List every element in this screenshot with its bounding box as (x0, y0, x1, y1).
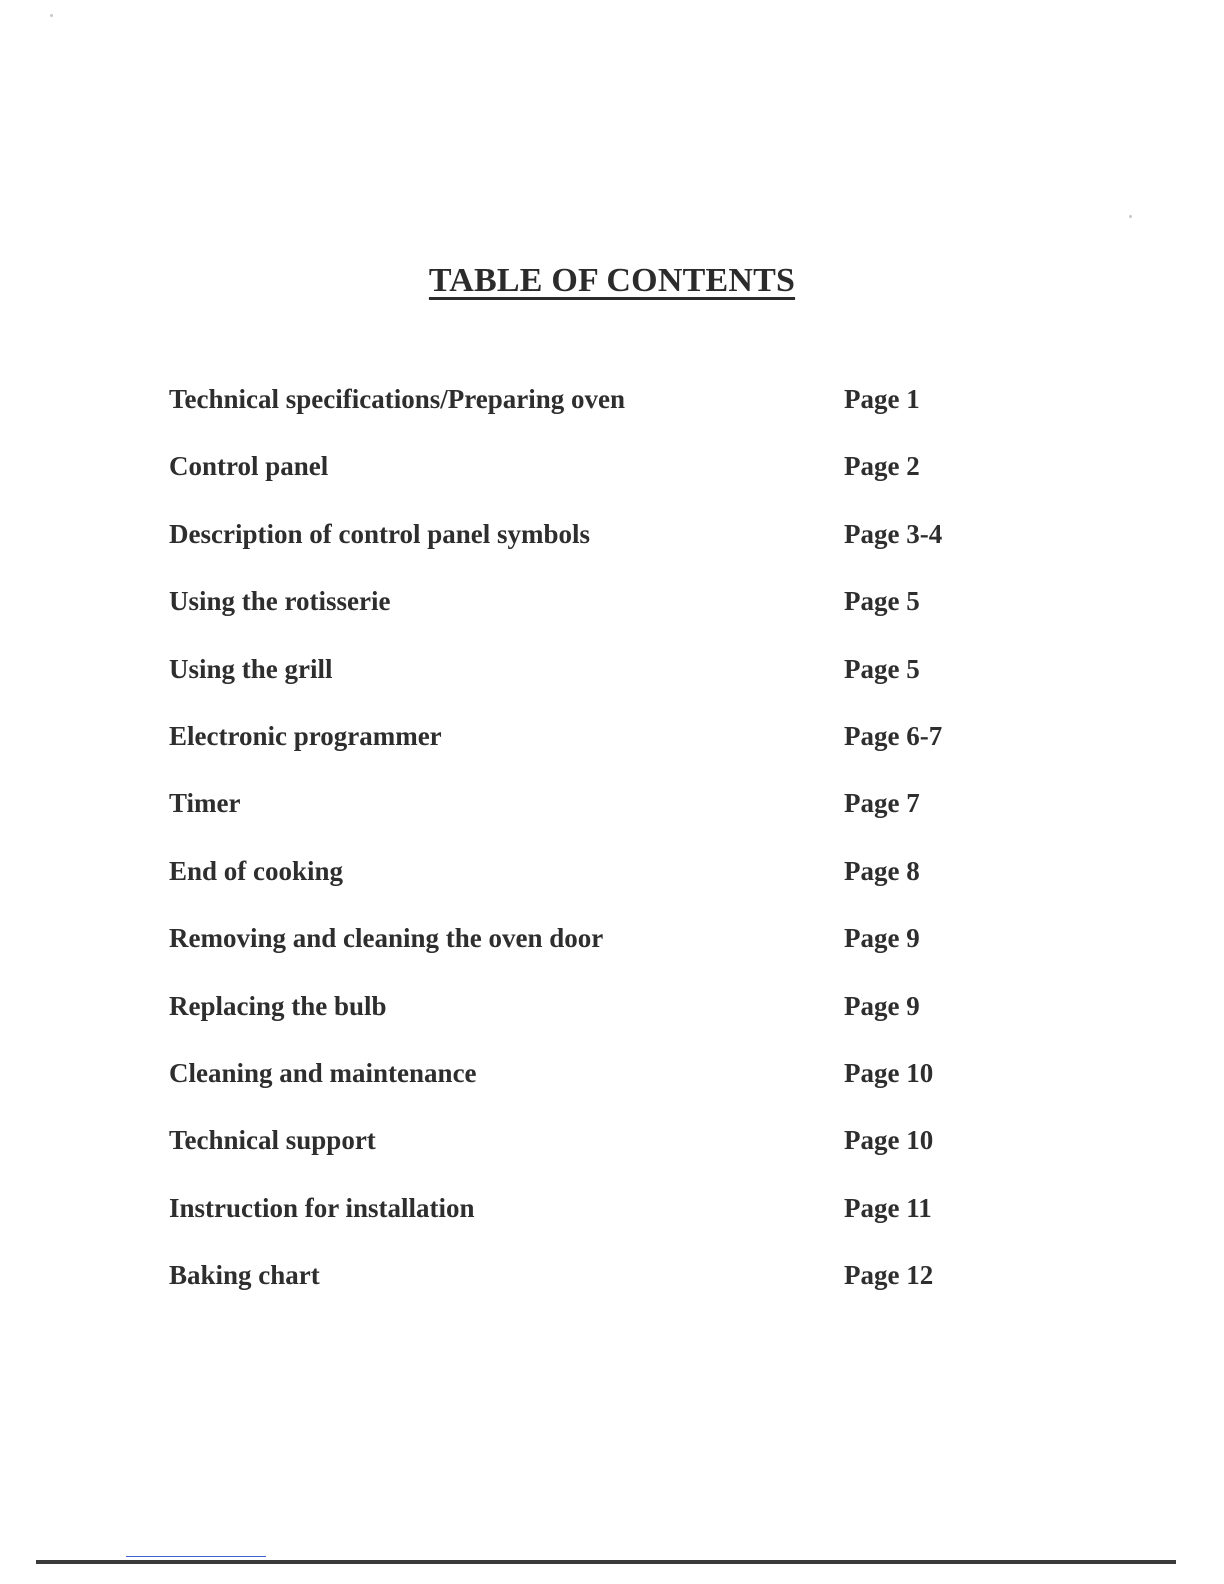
toc-entry-title: Cleaning and maintenance (169, 1057, 477, 1088)
toc-entry (169, 784, 989, 851)
toc-entry (169, 515, 989, 582)
toc-entry (169, 1054, 989, 1121)
toc-entry-title: Replacing the bulb (169, 990, 387, 1021)
toc-entry (169, 650, 989, 717)
toc-entry (169, 1256, 989, 1323)
toc-entry-title: Description of control panel symbols (169, 518, 591, 549)
toc-entry-page: Page 12 (844, 1260, 934, 1291)
toc-entry-title: Technical support (169, 1125, 376, 1156)
toc-entry (169, 582, 989, 649)
toc-entry-page: Page 5 (844, 586, 920, 617)
table-of-contents (169, 380, 989, 1323)
toc-entry (169, 919, 989, 986)
toc-entry-page: Page 11 (844, 1192, 932, 1223)
toc-entry-page: Page 2 (844, 451, 920, 482)
toc-entry (169, 447, 989, 514)
scan-speck (50, 14, 53, 17)
toc-entry-title: Using the grill (169, 653, 333, 684)
toc-entry (169, 717, 989, 784)
toc-entry-page: Page 6-7 (844, 720, 943, 751)
page-title (0, 262, 1224, 300)
toc-entry (169, 1121, 989, 1188)
toc-entry (169, 380, 989, 447)
toc-entry-title: Baking chart (169, 1260, 320, 1291)
toc-entry-page: Page 10 (844, 1125, 934, 1156)
toc-entry-page: Page 3-4 (844, 518, 943, 549)
toc-entry-page: Page 10 (844, 1057, 934, 1088)
toc-entry-page: Page 5 (844, 653, 920, 684)
toc-entry (169, 1189, 989, 1256)
bottom-border-line (36, 1560, 1176, 1564)
toc-entry-title: End of cooking (169, 855, 344, 886)
toc-entry-page: Page 7 (844, 788, 920, 819)
scan-speck (1129, 215, 1132, 218)
bottom-link-underline (126, 1556, 266, 1557)
toc-entry-title: Removing and cleaning the oven door (169, 923, 604, 954)
toc-entry-title: Technical specifications/Preparing oven (169, 384, 625, 414)
toc-entry-page: Page 8 (844, 855, 920, 886)
toc-entry (169, 852, 989, 919)
toc-entry-page: Page 1 (844, 384, 920, 414)
toc-entry-title: Timer (169, 788, 241, 819)
toc-entry-title: Using the rotisserie (169, 586, 391, 617)
toc-entry-page: Page 9 (844, 990, 920, 1021)
page-title-text: TABLE OF CONTENTS (428, 262, 796, 299)
toc-entry (169, 987, 989, 1054)
toc-entry-title: Control panel (169, 451, 329, 482)
toc-entry-page: Page 9 (844, 923, 920, 954)
toc-entry-title: Instruction for installation (169, 1192, 475, 1223)
toc-entry-title: Electronic programmer (169, 720, 442, 751)
